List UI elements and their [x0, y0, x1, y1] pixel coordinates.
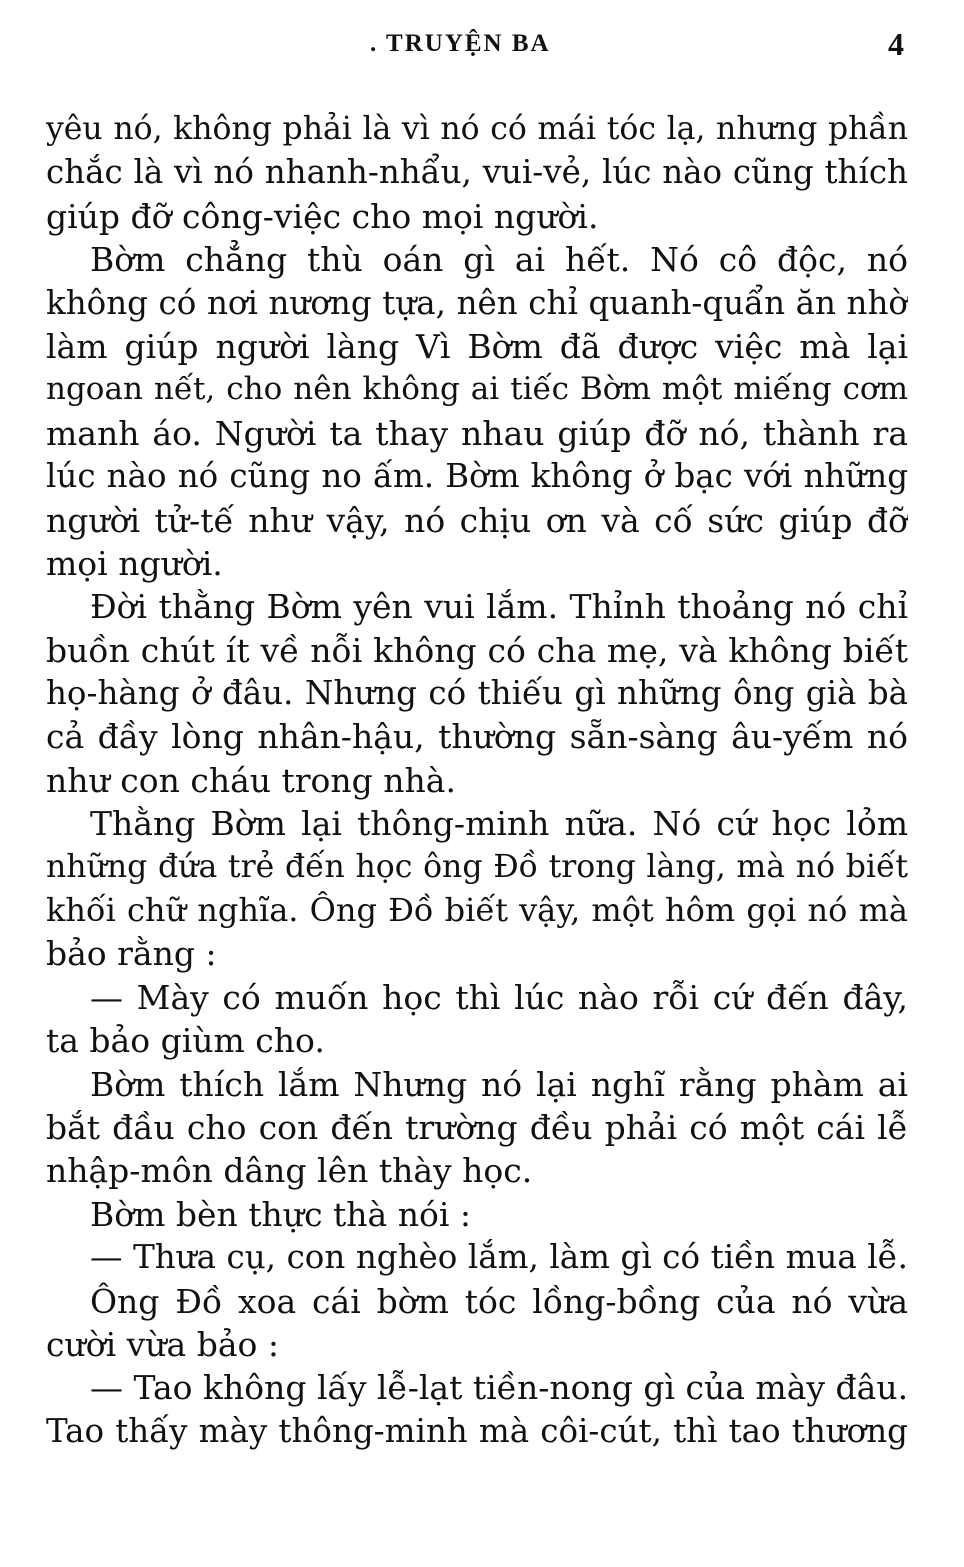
- text-line: bắt đầu cho con đến trường đều phải có một cái lễ: [46, 1107, 908, 1147]
- text-line: manh áo. Người ta thay nhau giúp đỡ nó, thành ra: [46, 413, 908, 453]
- text-line: cười vừa bảo :: [46, 1324, 279, 1364]
- text-line: nhập-môn dâng lên thày học.: [46, 1151, 533, 1191]
- text-line: như con cháu trong nhà.: [46, 760, 456, 800]
- body-text: [46, 108, 908, 1453]
- text-line: giúp đỡ công-việc cho mọi người.: [46, 196, 599, 236]
- text-line: Thằng Bờm lại thông-minh nữa. Nó cứ học lỏm: [90, 804, 908, 844]
- text-line: khối chữ nghĩa. Ông Đồ biết vậy, một hôm gọi nó mà: [46, 891, 908, 930]
- text-line: những đứa trẻ đến học ông Đồ trong làng, mà nó biết: [46, 848, 908, 885]
- text-line: mọi người.: [46, 543, 223, 583]
- text-line: ngoan nết, cho nên không ai tiếc Bờm một miếng cơm: [46, 371, 908, 408]
- text-line: — Thưa cụ, con nghèo lắm, làm gì có tiền mua lễ.: [90, 1238, 908, 1277]
- text-line: lúc nào nó cũng no ấm. Bờm không ở bạc với những: [46, 457, 908, 496]
- text-line: Ông Đồ xoa cái bờm tóc lồng-bồng của nó vừa: [90, 1281, 908, 1321]
- text-line: yêu nó, không phải là vì nó có mái tóc lạ, nhưng phần: [46, 111, 908, 147]
- text-line: không có nơi nương tựa, nên chỉ quanh-quẩn ăn nhờ: [46, 283, 908, 322]
- text-line: bảo rằng :: [46, 934, 217, 974]
- text-line: buồn chút ít về nỗi không có cha mẹ, và không biết: [46, 630, 908, 670]
- page-number: 4: [888, 26, 904, 62]
- text-line: — Tao không lấy lễ-lạt tiền-nong gì của mày đâu.: [90, 1368, 908, 1408]
- text-line: họ-hàng ở đâu. Nhưng có thiếu gì những ông già bà: [46, 674, 908, 713]
- running-head: [0, 26, 964, 66]
- text-line: chắc là vì nó nhanh-nhẩu, vui-vẻ, lúc nào cũng thích: [46, 153, 908, 192]
- text-line: người tử-tế như vậy, nó chịu ơn và cố sức giúp đỡ: [46, 500, 908, 540]
- text-line: Bờm chẳng thù oán gì ai hết. Nó cô độc, nó: [90, 240, 908, 280]
- text-line: Đời thằng Bờm yên vui lắm. Thỉnh thoảng nó chỉ: [90, 587, 908, 627]
- running-title: . TRUYỆN BA: [370, 30, 551, 57]
- text-line: cả đầy lòng nhân-hậu, thường sẵn-sàng âu-yếm nó: [46, 717, 908, 757]
- text-line: làm giúp người làng Vì Bờm đã được việc mà lại: [46, 326, 908, 366]
- text-line: — Mày có muốn học thì lúc nào rỗi cứ đến đây,: [90, 977, 908, 1017]
- text-line: Tao thấy mày thông-minh mà côi-cút, thì tao thương: [46, 1411, 908, 1450]
- text-line: ta bảo giùm cho.: [46, 1021, 325, 1061]
- text-line: Bờm thích lắm Nhưng nó lại nghĩ rằng phàm ai: [90, 1064, 908, 1104]
- text-line: Bờm bèn thực thà nói :: [90, 1194, 471, 1234]
